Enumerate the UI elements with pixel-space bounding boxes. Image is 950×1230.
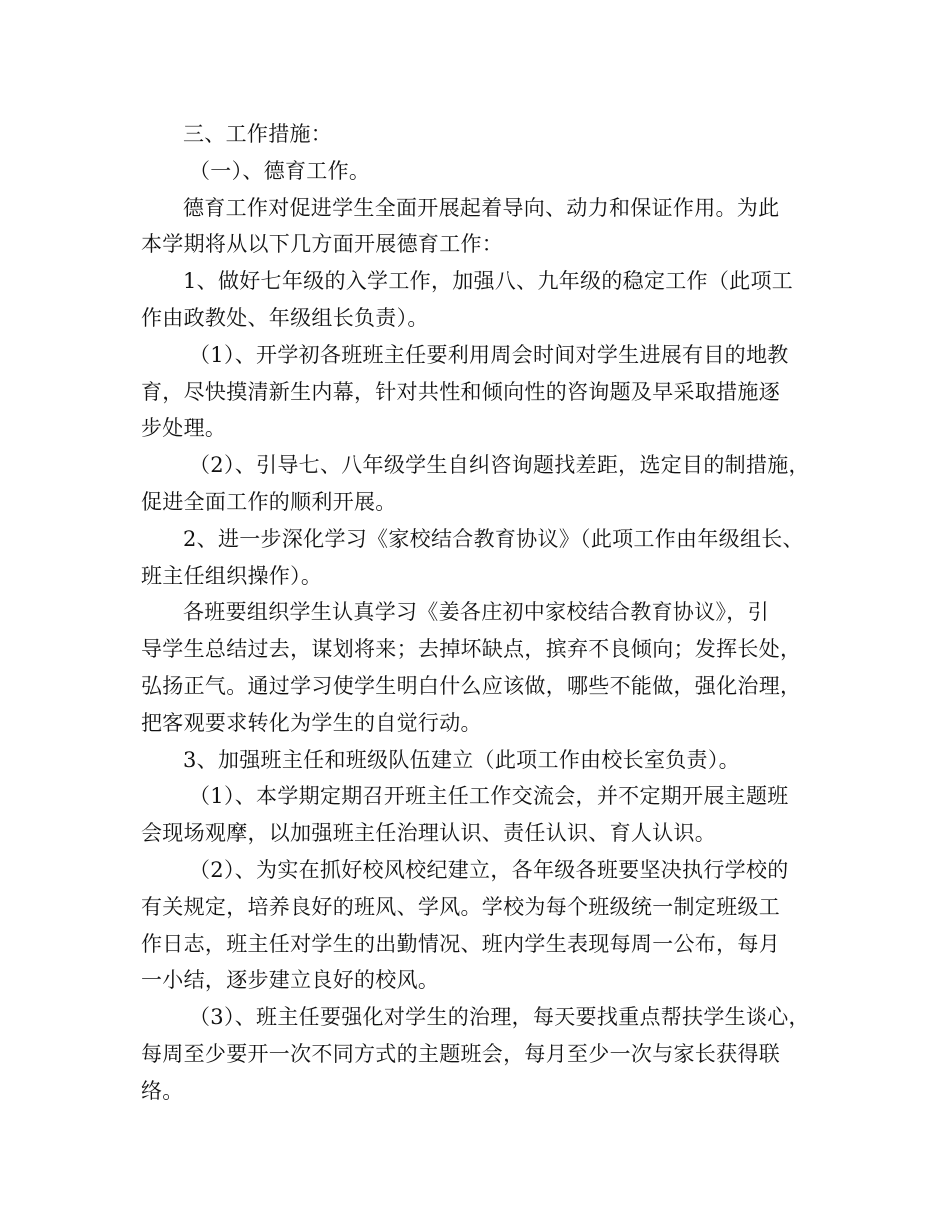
paragraph-line: 促进全面工作的顺利开展。 [141, 489, 397, 514]
paragraph-line: （3）、班主任要强化对学生的治理，每天要找重点帮扶学生谈心， [189, 1005, 810, 1030]
paragraph-line: 导学生总结过去，谋划将来；去掉坏缺点，摈弃不良倾向；发挥长处， [141, 637, 802, 662]
paragraph-line: （2）、引导七、八年级学生自纠咨询题找差距，选定目的制措施， [189, 453, 810, 478]
paragraph-line: 会现场观摩，以加强班主任治理认识、责任认识、育人认识。 [141, 821, 717, 846]
subsection-heading: （一）、德育工作。 [189, 158, 371, 183]
paragraph-line: 3、加强班主任和班级队伍建立（此项工作由校长室负责）。 [183, 747, 740, 772]
section-heading: 三、工作措施： [183, 122, 333, 146]
paragraph-line: 1、做好七年级的入学工作，加强八、九年级的稳定工作（此项工 [183, 269, 794, 294]
paragraph-line: 把客观要求转化为学生的自觉行动。 [141, 710, 482, 735]
paragraph-line: （1）、本学期定期召开班主任工作交流会，并不定期开展主题班 [189, 784, 789, 809]
paragraph-line: 有关规定，培养良好的班风、学风。学校为每个班级统一制定班级工 [141, 894, 780, 919]
paragraph-line: 班主任组织操作）。 [141, 563, 323, 588]
paragraph-line: 本学期将从以下几方面开展德育工作： [141, 232, 504, 257]
paragraph-line: （2）、为实在抓好校风校纪建立，各年级各班要坚决执行学校的 [189, 857, 789, 882]
paragraph-line: 步处理。 [141, 416, 227, 441]
paragraph-line: 络。 [141, 1078, 184, 1103]
paragraph-line: 作日志，班主任对学生的出勤情况、班内学生表现每周一公布，每月 [141, 931, 780, 956]
paragraph-line: 每周至少要开一次不同方式的主题班会，每月至少一次与家长获得联 [141, 1041, 780, 1066]
paragraph-line: 2、进一步深化学习《家校结合教育协议》（此项工作由年级组长、 [183, 526, 804, 551]
document-body [141, 116, 811, 1110]
paragraph-line: 作由政教处、年级组长负责）。 [141, 305, 429, 330]
paragraph-line: 育，尽快摸清新生内幕，针对共性和倾向性的咨询题及早采取措施逐 [141, 379, 780, 404]
paragraph-line: 弘扬正气。通过学习使学生明白什么应该做，哪些不能做，强化治理， [141, 673, 802, 698]
paragraph-line: 德育工作对促进学生全面开展起着导向、动力和保证作用。为此 [183, 195, 780, 220]
paragraph-line: （1）、开学初各班班主任要利用周会时间对学生进展有目的地教 [189, 342, 789, 367]
paragraph-line: 一小结，逐步建立良好的校风。 [141, 968, 440, 993]
paragraph-line: 各班要组织学生认真学习《姜各庄初中家校结合教育协议》，引 [183, 600, 769, 625]
